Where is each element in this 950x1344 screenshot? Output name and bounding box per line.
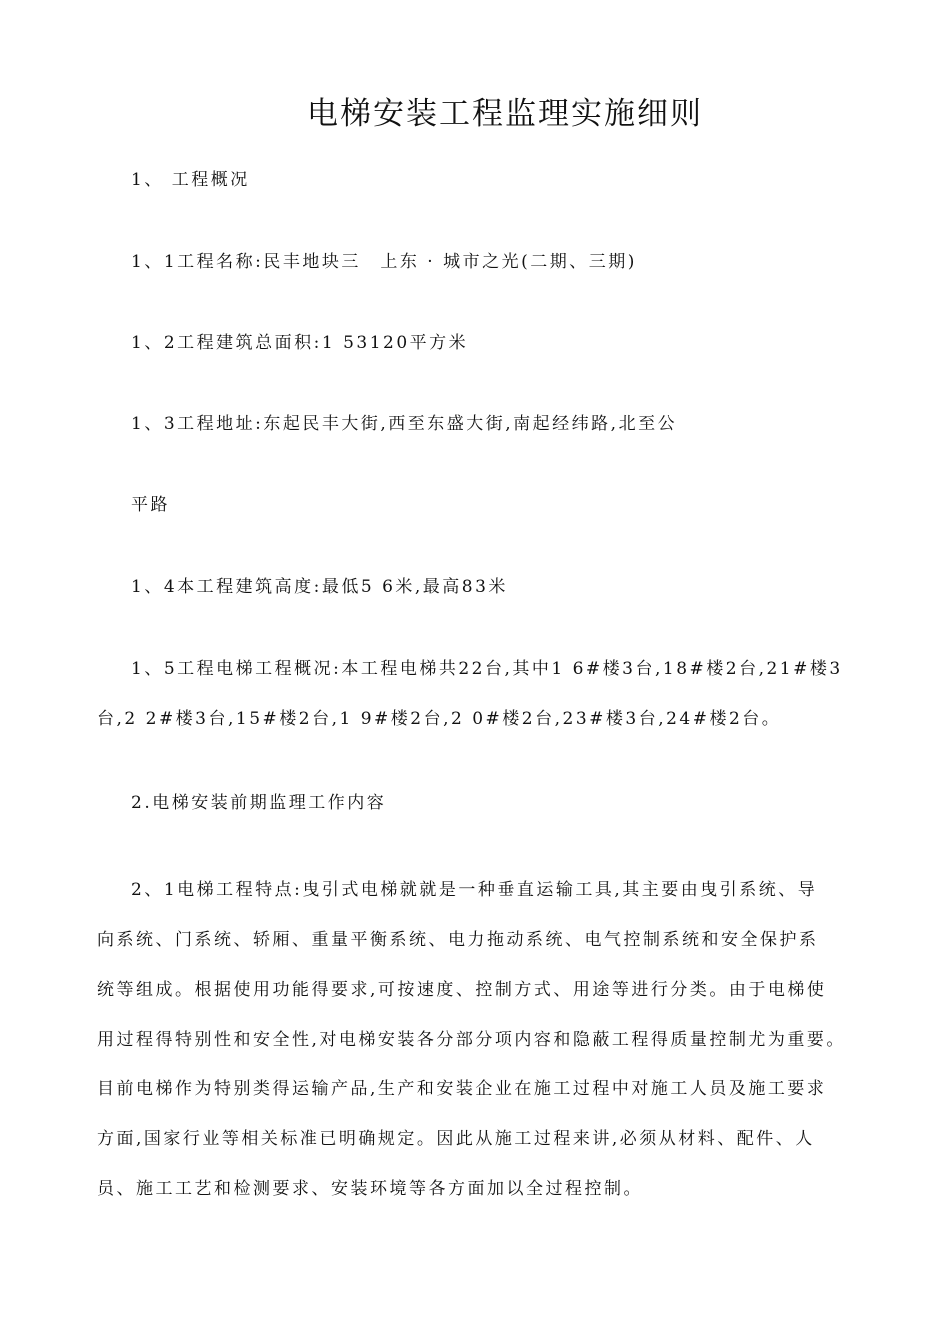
elevator-overview-line-2: 台,2 2#楼3台,15#楼2台,1 9#楼2台,2 0#楼2台,23#楼3台,24#楼2台。 (97, 709, 782, 729)
project-address-line-2: 平路 (131, 495, 170, 515)
paragraph-line: 目前电梯作为特别类得运输产品,生产和安装企业在施工过程中对施工人员及施工要求 (97, 1079, 827, 1099)
paragraph-line: 统等组成。根据使用功能得要求,可按速度、控制方式、用途等进行分类。由于电梯使 (97, 980, 827, 1000)
paragraph-line: 向系统、门系统、轿厢、重量平衡系统、电力拖动系统、电气控制系统和安全保护系 (97, 930, 819, 950)
project-address-line-1: 1、3工程地址:东起民丰大街,西至东盛大街,南起经纬路,北至公 (131, 414, 678, 434)
section-1-heading: 1、 工程概况 (131, 170, 250, 190)
paragraph-line: 方面,国家行业等相关标准已明确规定。因此从施工过程来讲,必须从材料、配件、人 (97, 1129, 815, 1149)
project-area: 1、2工程建筑总面积:1 53120平方米 (131, 333, 469, 353)
project-name: 1、1工程名称:民丰地块三 上东 · 城市之光(二期、三期) (131, 252, 637, 272)
paragraph-line: 员、施工工艺和检测要求、安装环境等各方面加以全过程控制。 (97, 1179, 643, 1199)
paragraph-line: 用过程得特别性和安全性,对电梯安装各分部分项内容和隐蔽工程得质量控制尤为重要。 (97, 1030, 846, 1050)
building-height: 1、4本工程建筑高度:最低5 6米,最高83米 (131, 577, 508, 597)
document-title: 电梯安装工程监理实施细则 (307, 96, 703, 132)
section-2-heading: 2.电梯安装前期监理工作内容 (131, 793, 387, 813)
elevator-overview-line-1: 1、5工程电梯工程概况:本工程电梯共22台,其中1 6#楼3台,18#楼2台,21#楼3 (131, 659, 843, 679)
paragraph-line: 2、1电梯工程特点:曳引式电梯就就是一种垂直运输工具,其主要由曳引系统、导 (131, 880, 818, 900)
